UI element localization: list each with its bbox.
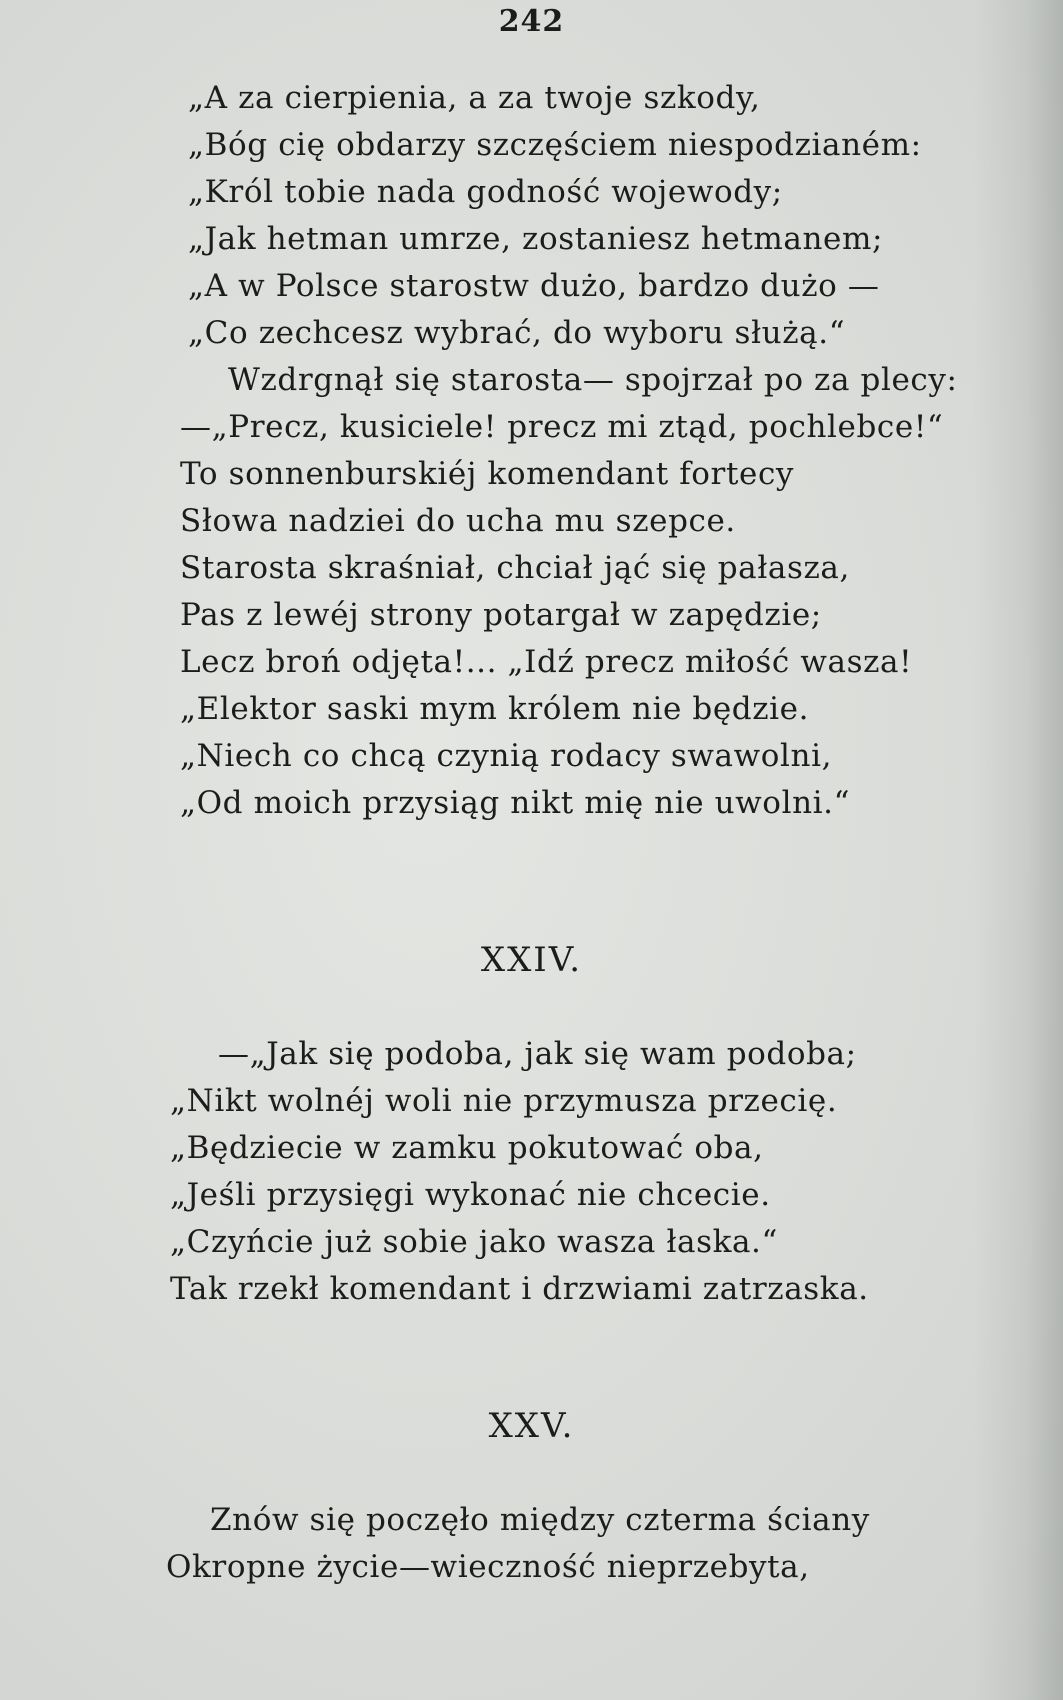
verse-line: Tak rzekł komendant i drzwiami zatrzaska.: [170, 1271, 869, 1307]
verse-line: Pas z lewéj strony potargał w zapędzie;: [180, 597, 822, 633]
verse-line: Słowa nadziei do ucha mu szepce.: [180, 503, 736, 539]
verse-line: —„Jak się podoba, jak się wam podoba;: [218, 1036, 857, 1072]
verse-line: „A za cierpienia, a za twoje szkody,: [188, 80, 761, 116]
verse-line: Wzdrgnął się starosta— spojrzał po za plecy:: [228, 362, 958, 398]
verse-line: „Jeśli przysięgi wykonać nie chcecie.: [170, 1177, 771, 1213]
verse-line: To sonnenburskiéj komendant fortecy: [180, 456, 795, 492]
page-number: 242: [498, 4, 565, 39]
section-heading-xxv: XXV.: [488, 1406, 575, 1446]
verse-line: Lecz broń odjęta!... „Idź precz miłość wasza!: [180, 644, 913, 680]
verse-line: „A w Polsce starostw dużo, bardzo dużo —: [188, 268, 880, 304]
verse-line: „Będziecie w zamku pokutować oba,: [170, 1130, 764, 1166]
verse-line: Znów się poczęło między czterma ściany: [210, 1502, 870, 1538]
verse-line: Okropne życie—wieczność nieprzebyta,: [166, 1549, 810, 1585]
verse-line: „Od moich przysiąg nikt mię nie uwolni.“: [180, 785, 851, 821]
section-heading-xxiv: XXIV.: [480, 940, 583, 980]
verse-line: „Czyńcie już sobie jako wasza łaska.“: [170, 1224, 778, 1260]
verse-line: „Jak hetman umrze, zostaniesz hetmanem;: [188, 221, 884, 257]
verse-line: Starosta skraśniał, chciał jąć się pałasza,: [180, 550, 850, 586]
verse-line: „Co zechcesz wybrać, do wyboru służą.“: [188, 315, 846, 351]
verse-line: „Nikt wolnéj woli nie przymusza przecię.: [170, 1083, 838, 1119]
verse-line: „Król tobie nada godność wojewody;: [188, 174, 783, 210]
verse-line: „Bóg cię obdarzy szczęściem niespodzianém:: [188, 127, 922, 163]
verse-line: „Elektor saski mym królem nie będzie.: [180, 691, 810, 727]
verse-line: —„Precz, kusiciele! precz mi ztąd, pochlebce!“: [180, 409, 944, 445]
verse-line: „Niech co chcą czynią rodacy swawolni,: [180, 738, 833, 774]
